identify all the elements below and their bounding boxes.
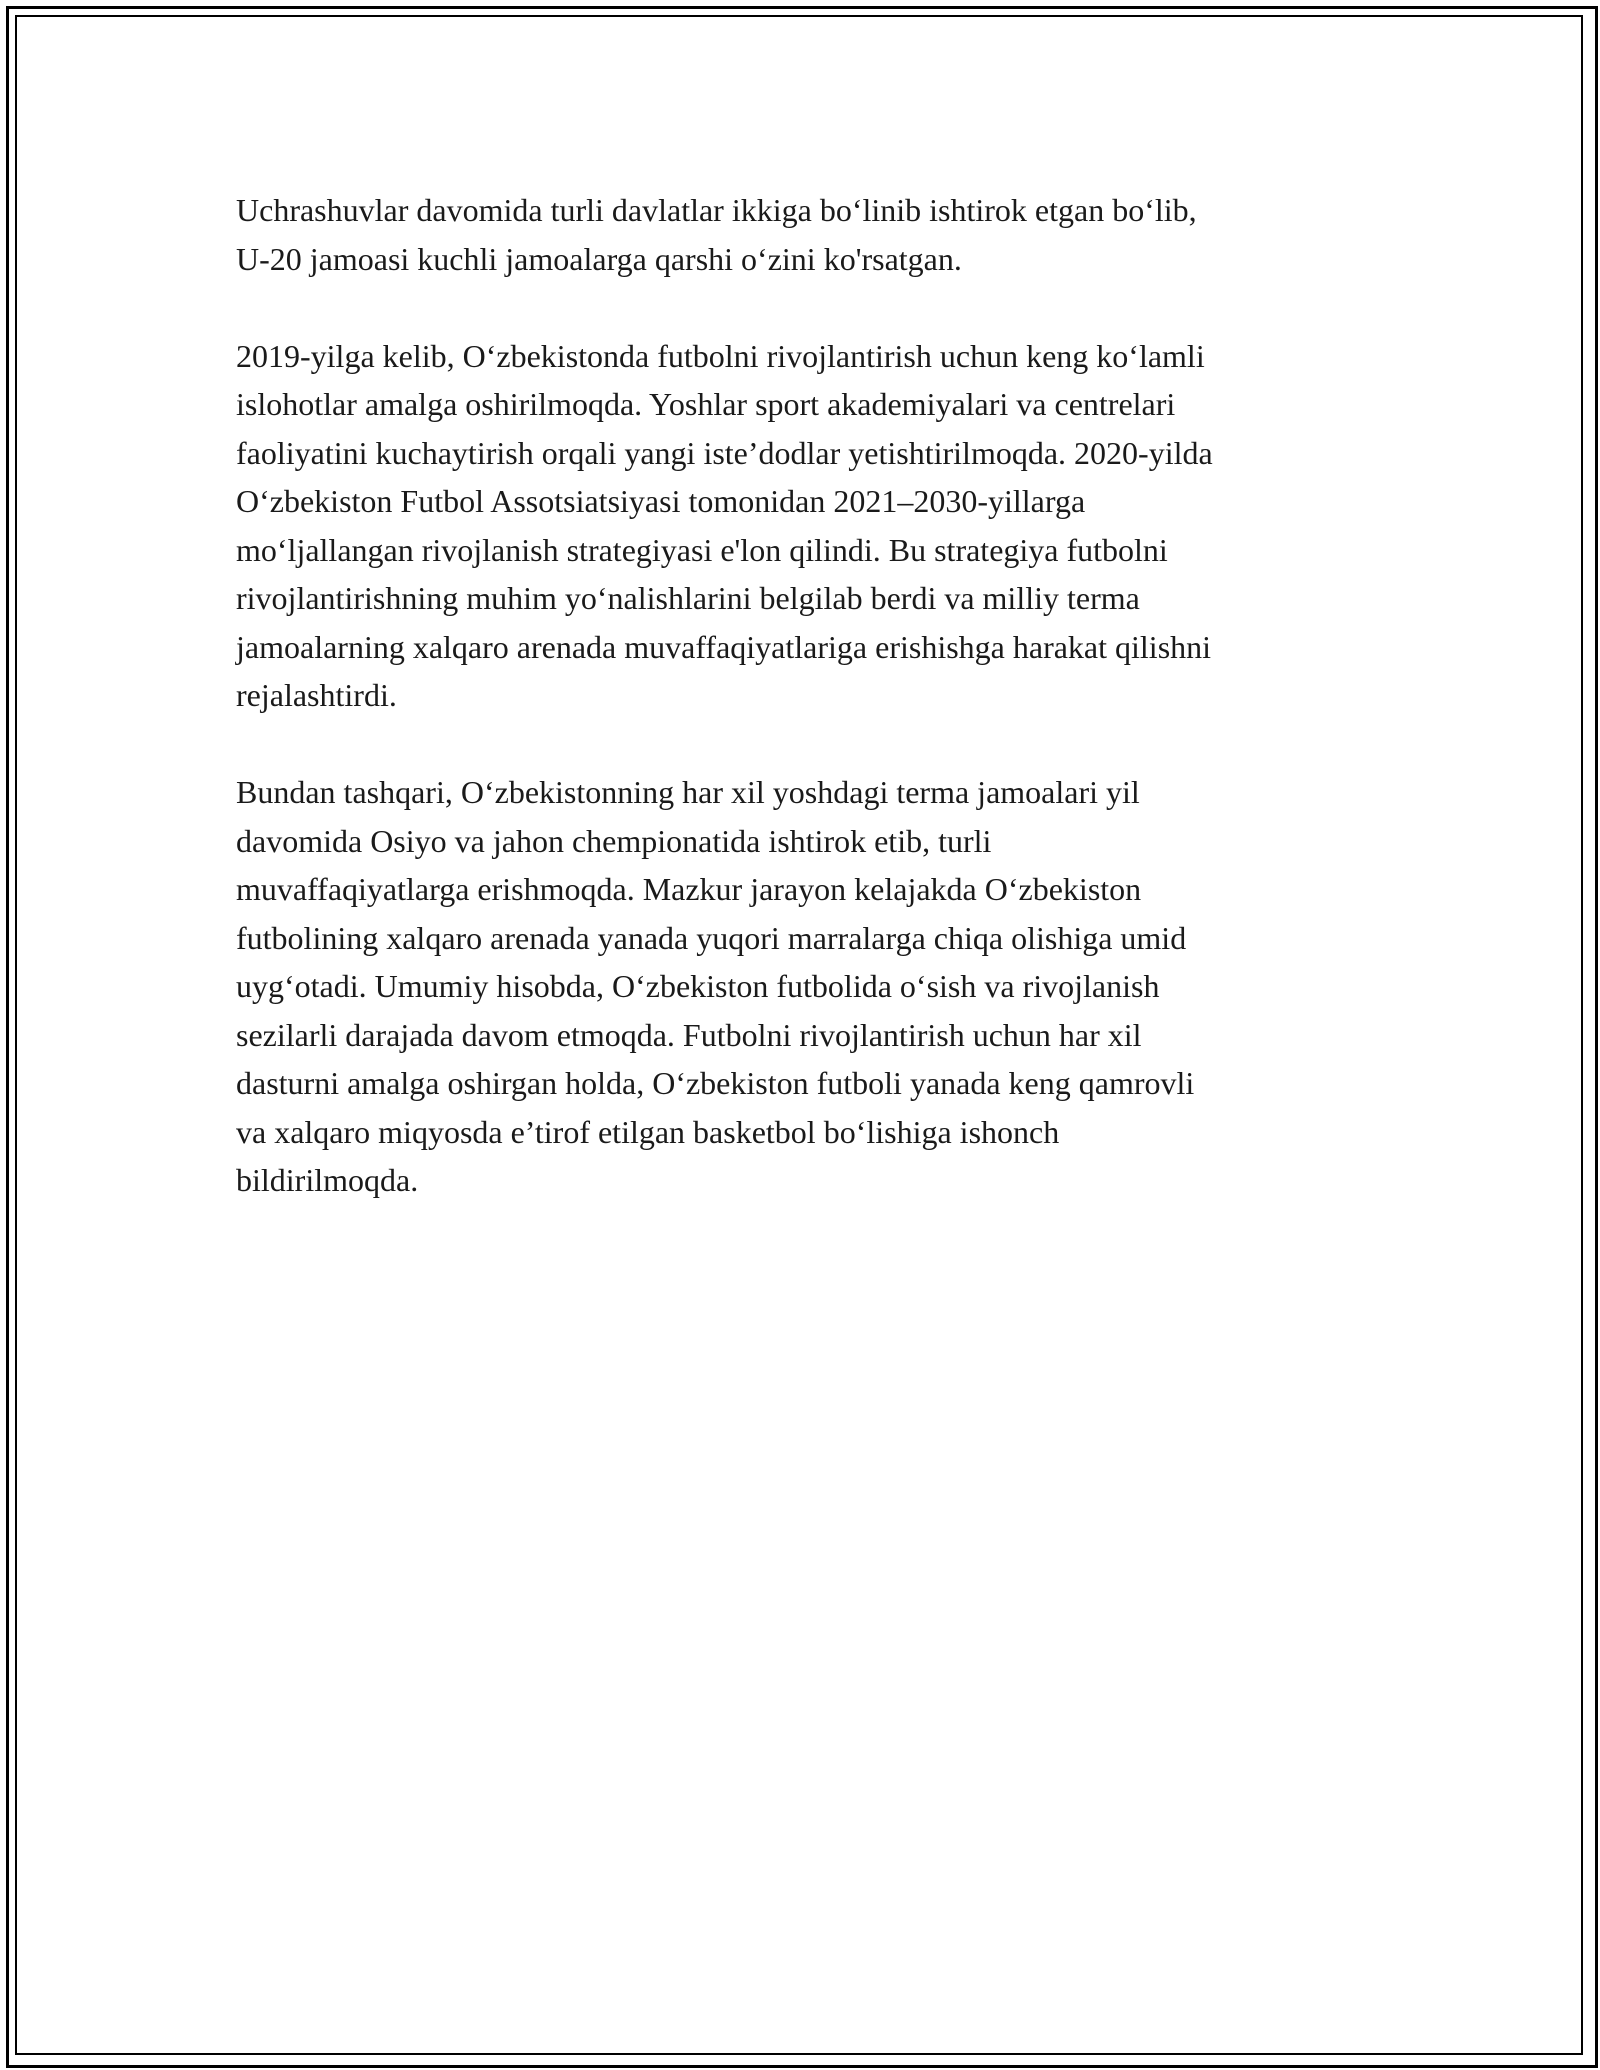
text-line: islohotlar amalga oshirilmoqda. Yoshlar sport akademiyalari va centrelari (236, 386, 1176, 422)
text-line: davomida Osiyo va jahon chempionatida ishtirok etib, turli (236, 822, 992, 859)
text-line: O‘zbekiston Futbol Assotsiatsiyasi tomonidan 2021–2030-yillarga (236, 483, 1086, 519)
text-line: Uchrashuvlar davomida turli davlatlar ikkiga bo‘linib ishtirok etgan bo‘lib, (236, 192, 1197, 228)
text-line: 2019-yilga kelib, O‘zbekistonda futbolni rivojlantirish uchun keng ko‘lamli (236, 337, 1205, 374)
document-body (236, 186, 1366, 1253)
paragraph-2 (236, 332, 1366, 720)
text-line: Bundan tashqari, O‘zbekistonning har xil yoshdagi terma jamoalari yil (236, 774, 1140, 810)
text-line: muvaffaqiyatlarga erishmoqda. Mazkur jarayon kelajakda O‘zbekiston (236, 871, 1142, 907)
paragraph-1 (236, 186, 1366, 283)
text-line: uyg‘otadi. Umumiy hisobda, O‘zbekiston futbolida o‘sish va rivojlanish (236, 968, 1160, 1004)
text-line: faoliyatini kuchaytirish orqali yangi iste’dodlar yetishtirilmoqda. 2020-yilda (236, 434, 1213, 471)
text-line: jamoalarning xalqaro arenada muvaffaqiyatlariga erishishga harakat qilishni (236, 628, 1212, 665)
text-line: bildirilmoqda. (236, 1162, 419, 1198)
text-line: futbolining xalqaro arenada yanada yuqori marralarga chiqa olishiga umid (236, 919, 1187, 956)
text-line: dasturni amalga oshirgan holda, O‘zbekiston futboli yanada keng qamrovli (236, 1065, 1195, 1101)
text-line: rejalashtirdi. (236, 677, 397, 713)
text-line: rivojlantirishning muhim yo‘nalishlarini belgilab berdi va milliy terma (236, 580, 1140, 616)
text-line: U-20 jamoasi kuchli jamoalarga qarshi o‘zini ko'rsatgan. (236, 240, 962, 277)
text-line: mo‘ljallangan rivojlanish strategiyasi e'lon qilindi. Bu strategiya futbolni (236, 531, 1168, 568)
text-line: va xalqaro miqyosda e’tirof etilgan basketbol bo‘lishiga ishonch (236, 1113, 1060, 1150)
paragraph-3 (236, 768, 1366, 1205)
text-line: sezilarli darajada davom etmoqda. Futbolni rivojlantirish uchun har xil (236, 1016, 1142, 1053)
